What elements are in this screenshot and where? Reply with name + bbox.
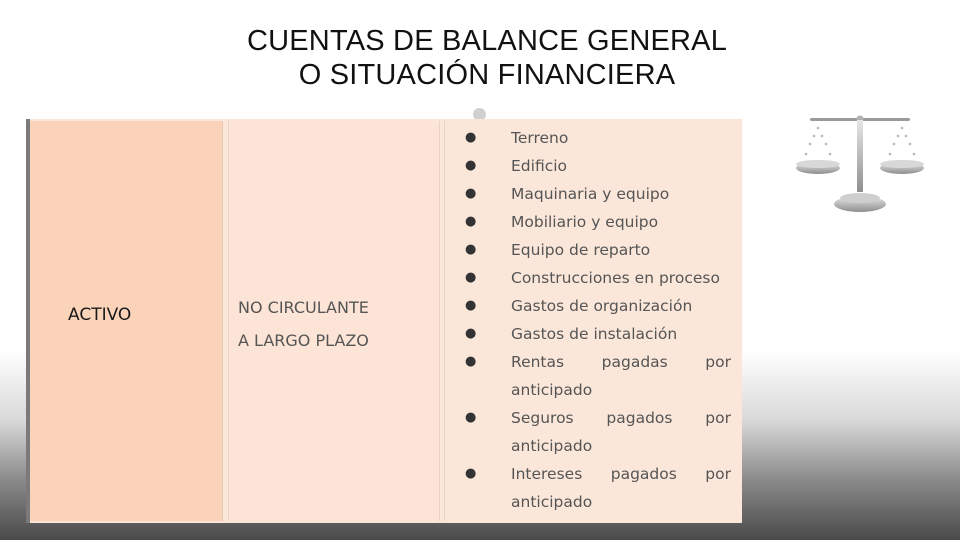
type-label xyxy=(238,291,369,357)
title-line-2: O SITUACIÓN FINANCIERA xyxy=(298,59,676,91)
list-item: ● Construcciones en proceso xyxy=(445,264,739,292)
list-item: ● Rentas pagadas por anticipado xyxy=(445,348,739,404)
bullet-icon: ● xyxy=(465,158,477,173)
balance-scale-icon xyxy=(792,112,928,216)
accounts-list xyxy=(445,124,739,516)
bullet-icon: ● xyxy=(465,242,477,257)
list-item: ● Edificio xyxy=(445,152,739,180)
list-item: ● Gastos de organización xyxy=(445,292,739,320)
bullet-icon: ● xyxy=(465,186,477,201)
list-item: ● Seguros pagados por anticipado xyxy=(445,404,739,460)
category-label: ACTIVO xyxy=(68,305,132,325)
category-column xyxy=(30,121,223,521)
accounts-list-column xyxy=(444,121,739,521)
bullet-icon: ● xyxy=(465,214,477,229)
type-line-2: A LARGO PLAZO xyxy=(238,331,369,350)
list-item: ● Equipo de reparto xyxy=(445,236,739,264)
bullet-icon: ● xyxy=(465,270,477,285)
list-item: ● Gastos de instalación xyxy=(445,320,739,348)
bullet-icon: ● xyxy=(465,326,477,341)
bullet-icon: ● xyxy=(465,466,477,481)
bullet-icon: ● xyxy=(465,354,477,369)
bullet-icon: ● xyxy=(465,410,477,425)
title-line-1: CUENTAS DE BALANCE GENERAL xyxy=(246,25,728,57)
list-item: ● Mobiliario y equipo xyxy=(445,208,739,236)
type-column xyxy=(228,121,440,521)
list-item: ● Intereses pagados por anticipado xyxy=(445,460,739,516)
bullet-icon: ● xyxy=(465,130,477,145)
list-item: ● Terreno xyxy=(445,124,739,152)
type-line-1: NO CIRCULANTE xyxy=(238,298,369,317)
bullet-icon: ● xyxy=(465,298,477,313)
list-item: ● Maquinaria y equipo xyxy=(445,180,739,208)
accounts-table xyxy=(26,119,742,523)
slide-title xyxy=(0,24,960,92)
